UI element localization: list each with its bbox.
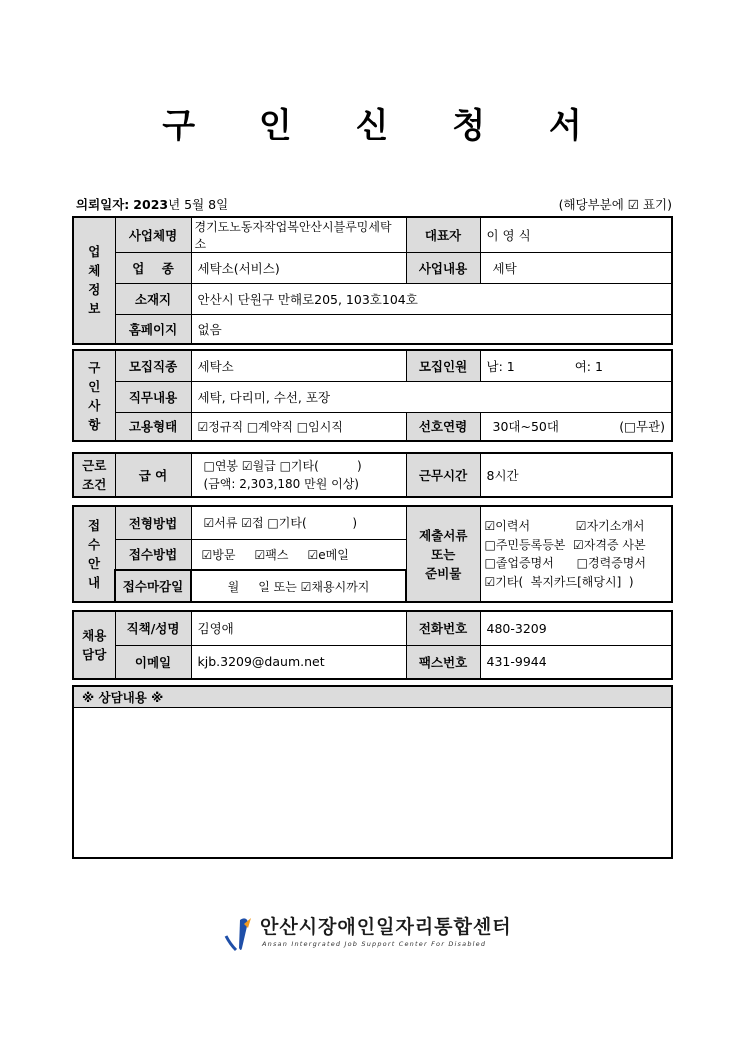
screening-method: ☑서류 ☑접 □기타( ) — [191, 506, 406, 539]
logo-text: 안산시장애인일자리통합센터 — [260, 916, 512, 938]
email: kjb.3209@daum.net — [191, 645, 406, 679]
duty: 세탁, 다리미, 수선, 포장 — [191, 381, 672, 412]
conditions-section-label: 근로 조건 — [73, 453, 115, 497]
required-docs: ☑이력서 ☑자기소개서 □주민등록등본 ☑자격증 사본 □졸업증명서 □경력증명서 ☑기타( 복지카드[해당시] ) — [480, 506, 672, 602]
recruit-table: 구 인 사 항 모집직종 세탁소 모집인원 남: 1 여: 1 직무내용 세탁, 다리미, 수선, 포장 고용형태 ☑정규직 □계약직 □임시직 선호연령 30대~50대 (□무관) — [72, 349, 673, 442]
date-row — [76, 195, 672, 213]
deadline: 월 일 또는 ☑채용시까지 — [191, 570, 406, 602]
contact-person: 김영애 — [191, 611, 406, 645]
company-info-table: 업 체 정 보 사업체명 경기도노동자작업복안산시블루밍세탁소 대표자 이 영 식 업 종 세탁소(서비스) 사업내용 세탁 소재지 안산시 단원구 만해로205, 103호104호 홈페이지 없음 — [72, 216, 673, 345]
center-logo — [222, 912, 522, 958]
preferred-age: 30대~50대 (□무관) — [480, 412, 672, 441]
recruit-section-label: 구 인 사 항 — [73, 350, 115, 441]
check-note: (해당부분에 ☑ 표기) — [558, 197, 672, 212]
logo-mark-icon — [222, 914, 258, 954]
logo-subtext: Ansan Intergrated Job Support Center For Disabled — [262, 940, 487, 948]
phone: 480-3209 — [480, 611, 672, 645]
request-date: 의뢰일자: 2023년 5월 8일 — [76, 197, 229, 212]
address: 안산시 단원구 만해로205, 103호104호 — [191, 284, 672, 315]
work-hours: 8시간 — [480, 453, 672, 497]
reception-section-label: 접 수 안 내 — [73, 506, 115, 602]
job-type: 세탁소 — [191, 350, 406, 381]
employment-type: ☑정규직 □계약직 □임시직 — [191, 412, 406, 441]
company-name: 경기도노동자작업복안산시블루밍세탁소 — [191, 217, 406, 253]
reception-method: ☑방문 ☑팩스 ☑e메일 — [191, 539, 406, 570]
contact-table: 채용 담당 직책/성명 김영애 전화번호 480-3209 이메일 kjb.3209@daum.net 팩스번호 431-9944 — [72, 610, 673, 680]
reception-table: 접 수 안 내 전형방법 ☑서류 ☑접 □기타( ) 제출서류 또는 준비물 ☑이력서 ☑자기소개서 □주민등록등본 ☑자격증 사본 □졸업증명서 □경력증명서 ☑기타( 복지카드[해당시] ) 접수방법 ☑방문 ☑팩스 ☑e메일 접수마감일 월 일 또는 ☑채용시까지 — [72, 505, 673, 603]
contact-section-label: 채용 담당 — [73, 611, 115, 679]
representative: 이 영 식 — [480, 217, 672, 253]
consult-area[interactable] — [73, 708, 672, 858]
consult-table — [72, 685, 673, 859]
docs-label: 제출서류 또는 준비물 — [406, 506, 480, 602]
pay: □연봉 ☑월급 □기타( ) (금액: 2,303,180 만원 이상) — [191, 453, 406, 497]
consult-label: ※ 상담내용 ※ — [73, 686, 672, 708]
homepage: 없음 — [191, 315, 672, 344]
page-title: 구 인 신 청 서 — [162, 106, 608, 146]
industry: 세탁소(서비스) — [191, 253, 406, 284]
conditions-table: 근로 조건 급 여 □연봉 ☑월급 □기타( ) (금액: 2,303,180 만원 이상) 근무시간 8시간 — [72, 452, 673, 498]
business-content: 세탁 — [480, 253, 672, 284]
recruit-count: 남: 1 여: 1 — [480, 350, 672, 381]
company-section-label: 업 체 정 보 — [73, 217, 115, 344]
fax: 431-9944 — [480, 645, 672, 679]
